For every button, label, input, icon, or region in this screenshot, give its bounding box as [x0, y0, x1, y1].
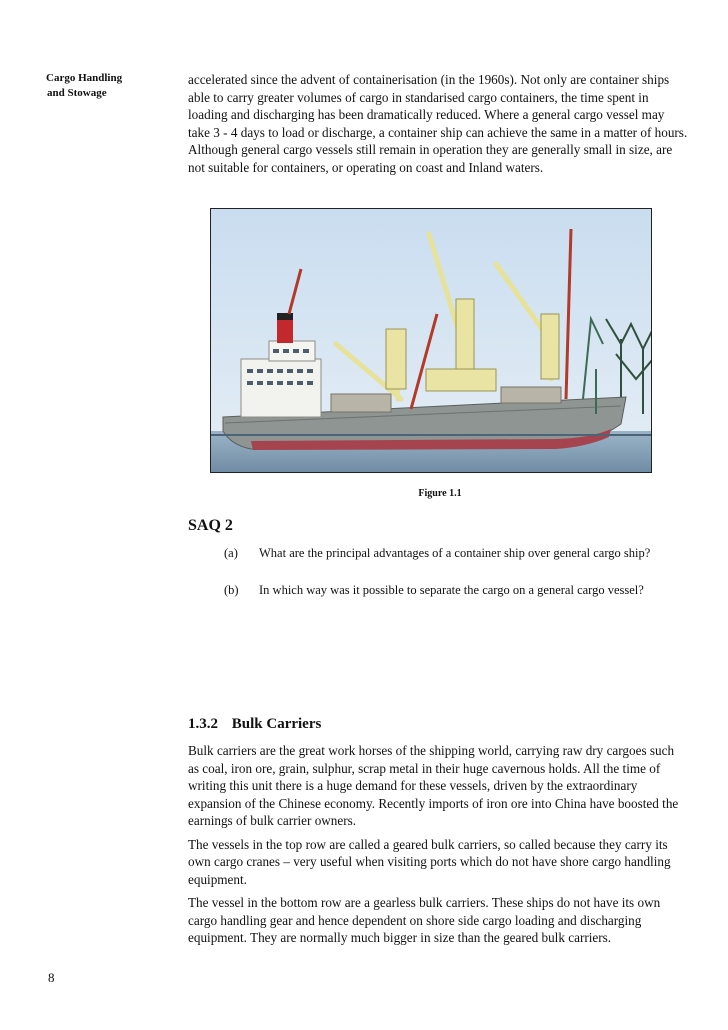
body-paragraph-2: The vessels in the top row are called a geared bulk carriers, so called because they carry its own cargo cranes – very useful when visiting ports which do not have shore cargo handling equipment. [188, 836, 671, 887]
section-title: Bulk Carriers [231, 716, 322, 732]
question-label: (b) [224, 583, 239, 597]
sidebar-title-line-1: Cargo Handling [46, 72, 123, 84]
intro-block [188, 71, 688, 176]
saq-heading: SAQ 2 [188, 517, 233, 534]
question-label: (a) [224, 546, 238, 560]
section-number: 1.3.2 [188, 716, 218, 732]
figure-ship-photo [210, 208, 652, 473]
page-number: 8 [48, 970, 55, 985]
bulk-carriers-body [188, 742, 688, 947]
body-paragraph-1: Bulk carriers are the great work horses of the shipping world, carrying raw dry cargoes such as coal, iron ore, grain, sulphur, scrap metal in their huge cavernous holds. All the time of writing this unit there is a huge demand for these vessels, driven by the extraordinary expansion of the Chinese economy. Recently imports of iron ore into China have boosted the earnings of bulk carrier owners. [188, 743, 679, 828]
question-text: What are the principal advantages of a container ship over general cargo ship? [259, 546, 651, 560]
sidebar-section-title [46, 71, 166, 101]
cargo-ship-illustration [211, 209, 652, 473]
intro-paragraph: accelerated since the advent of containerisation (in the 1960s). Not only are container ships able to carry greater volumes of cargo in standarised cargo containers, the time spent in loading and discharging has been dramatically reduced. Where a general cargo vessel may take 3 - 4 days to load or discharge, a container ship can achieve the same in a matter of hours. Although general cargo vessels still remain in operation they are generally small in size, are not suitable for containers, or operating on coast and Inland waters. [188, 72, 688, 175]
sidebar-title-line-2: and Stowage [47, 87, 107, 99]
section-heading [188, 716, 321, 733]
body-paragraph-3: The vessel in the bottom row are a gearless bulk carriers. These ships do not have its own cargo handling gear and hence dependent on shore side cargo loading and discharging equipment. They are normally much bigger in size than the geared bulk carriers. [188, 895, 661, 945]
figure-caption: Figure 1.1 [418, 488, 462, 499]
question-text: In which way was it possible to separate the cargo on a general cargo vessel? [259, 583, 644, 597]
